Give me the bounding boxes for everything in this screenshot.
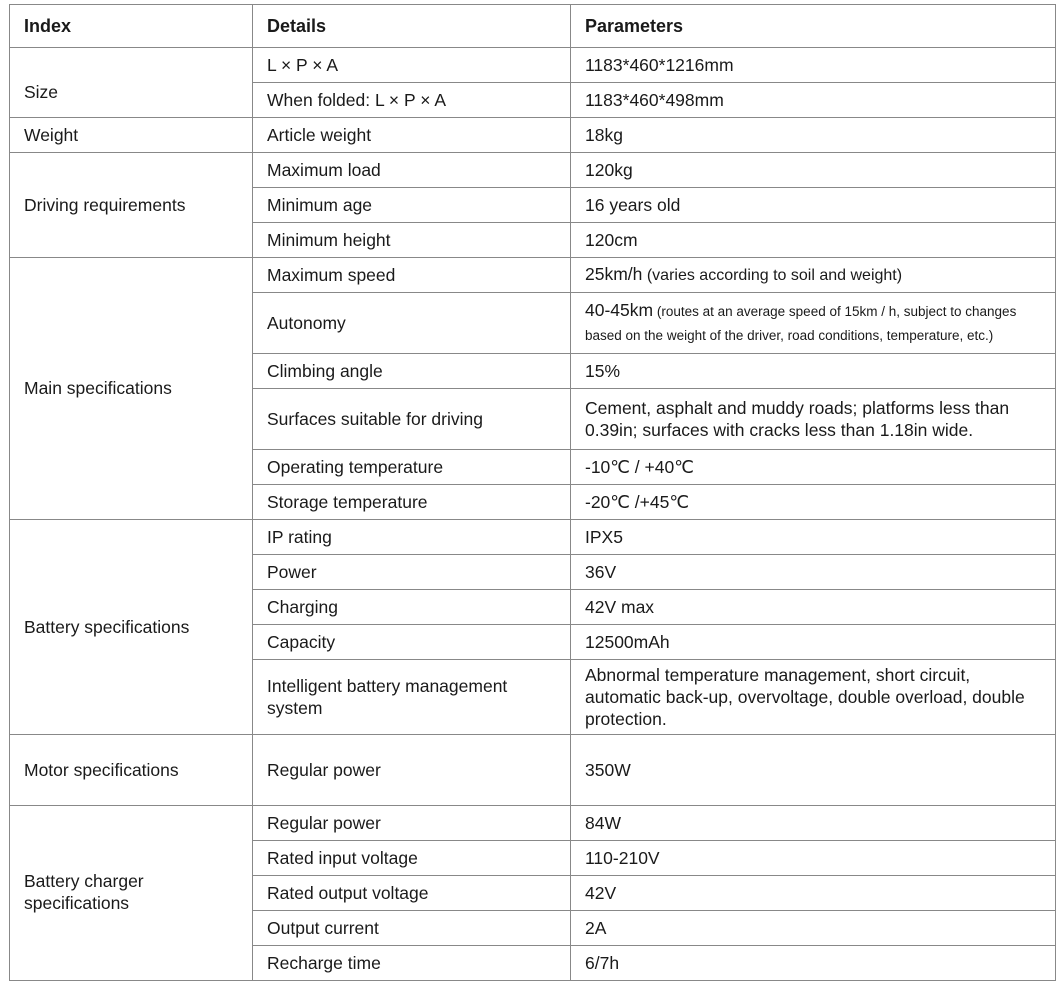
parameters-cell: 110-210V <box>571 841 1056 876</box>
parameters-cell: Cement, asphalt and muddy roads; platforms less than 0.39in; surfaces with cracks less than 1.18in wide. <box>571 389 1056 450</box>
index-cell-size: Size <box>10 48 253 118</box>
parameter-note: (routes at an average speed of 15km / h, subject to changes based on the weight of the driver, road conditions, temperature, etc.) <box>585 304 1017 343</box>
parameters-cell: 350W <box>571 735 1056 806</box>
details-cell: Operating temperature <box>253 450 571 485</box>
details-cell: Climbing angle <box>253 354 571 389</box>
index-cell-battery-charger-specifications <box>10 806 253 981</box>
parameter-note: (varies according to soil and weight) <box>642 267 903 285</box>
details-cell: Charging <box>253 590 571 625</box>
parameters-cell: 42V <box>571 876 1056 911</box>
table-row <box>10 735 1056 806</box>
details-cell: Minimum height <box>253 223 571 258</box>
column-header-details: Details <box>253 5 571 48</box>
parameters-cell: Abnormal temperature management, short circuit, automatic back-up, overvoltage, double overload, double protection. <box>571 660 1056 735</box>
details-cell: IP rating <box>253 520 571 555</box>
details-cell: Intelligent battery management system <box>253 660 571 735</box>
parameters-cell: 1183*460*1216mm <box>571 48 1056 83</box>
table-header <box>10 5 1056 48</box>
table-row <box>10 118 1056 153</box>
parameters-cell: IPX5 <box>571 520 1056 555</box>
parameter-value: 25km/h <box>585 264 643 285</box>
details-cell: Storage temperature <box>253 485 571 520</box>
table-row <box>10 520 1056 555</box>
table-row <box>10 806 1056 841</box>
details-cell: Minimum age <box>253 188 571 223</box>
parameters-cell: -10℃ / +40℃ <box>571 450 1056 485</box>
parameters-cell: 36V <box>571 555 1056 590</box>
details-cell: Rated output voltage <box>253 876 571 911</box>
details-cell: Recharge time <box>253 946 571 981</box>
details-cell: Autonomy <box>253 293 571 354</box>
index-cell-weight: Weight <box>10 118 253 153</box>
details-cell: Article weight <box>253 118 571 153</box>
parameters-cell: 120kg <box>571 153 1056 188</box>
parameters-cell <box>571 293 1056 354</box>
parameters-cell: 1183*460*498mm <box>571 83 1056 118</box>
index-cell-driving-requirements: Driving requirements <box>10 153 253 258</box>
index-cell-battery-specifications: Battery specifications <box>10 520 253 735</box>
parameters-cell: 15% <box>571 354 1056 389</box>
details-cell: Rated input voltage <box>253 841 571 876</box>
details-cell: Regular power <box>253 735 571 806</box>
details-cell: Surfaces suitable for driving <box>253 389 571 450</box>
parameters-cell: 16 years old <box>571 188 1056 223</box>
parameters-cell: 12500mAh <box>571 625 1056 660</box>
parameters-cell: 42V max <box>571 590 1056 625</box>
index-label: Battery charger specifications <box>24 871 144 914</box>
header-row <box>10 5 1056 48</box>
parameters-cell <box>571 258 1056 293</box>
details-cell: When folded: L × P × A <box>253 83 571 118</box>
details-cell: Output current <box>253 911 571 946</box>
parameters-cell: 84W <box>571 806 1056 841</box>
specifications-table <box>9 4 1056 981</box>
parameters-cell: 2A <box>571 911 1056 946</box>
table-row <box>10 258 1056 293</box>
details-cell: Maximum load <box>253 153 571 188</box>
parameters-cell: 18kg <box>571 118 1056 153</box>
details-cell: Maximum speed <box>253 258 571 293</box>
column-header-index: Index <box>10 5 253 48</box>
parameters-cell: 6/7h <box>571 946 1056 981</box>
details-cell: Regular power <box>253 806 571 841</box>
column-header-parameters: Parameters <box>571 5 1056 48</box>
parameters-cell: 120cm <box>571 223 1056 258</box>
parameters-cell: -20℃ /+45℃ <box>571 485 1056 520</box>
details-cell: Power <box>253 555 571 590</box>
details-cell: L × P × A <box>253 48 571 83</box>
details-cell: Capacity <box>253 625 571 660</box>
index-cell-motor-specifications: Motor specifications <box>10 735 253 806</box>
table-row <box>10 153 1056 188</box>
index-cell-main-specifications: Main specifications <box>10 258 253 520</box>
table-body <box>10 48 1056 981</box>
specification-sheet <box>9 4 1055 981</box>
table-row <box>10 48 1056 83</box>
parameter-value: 40-45km <box>585 300 654 321</box>
